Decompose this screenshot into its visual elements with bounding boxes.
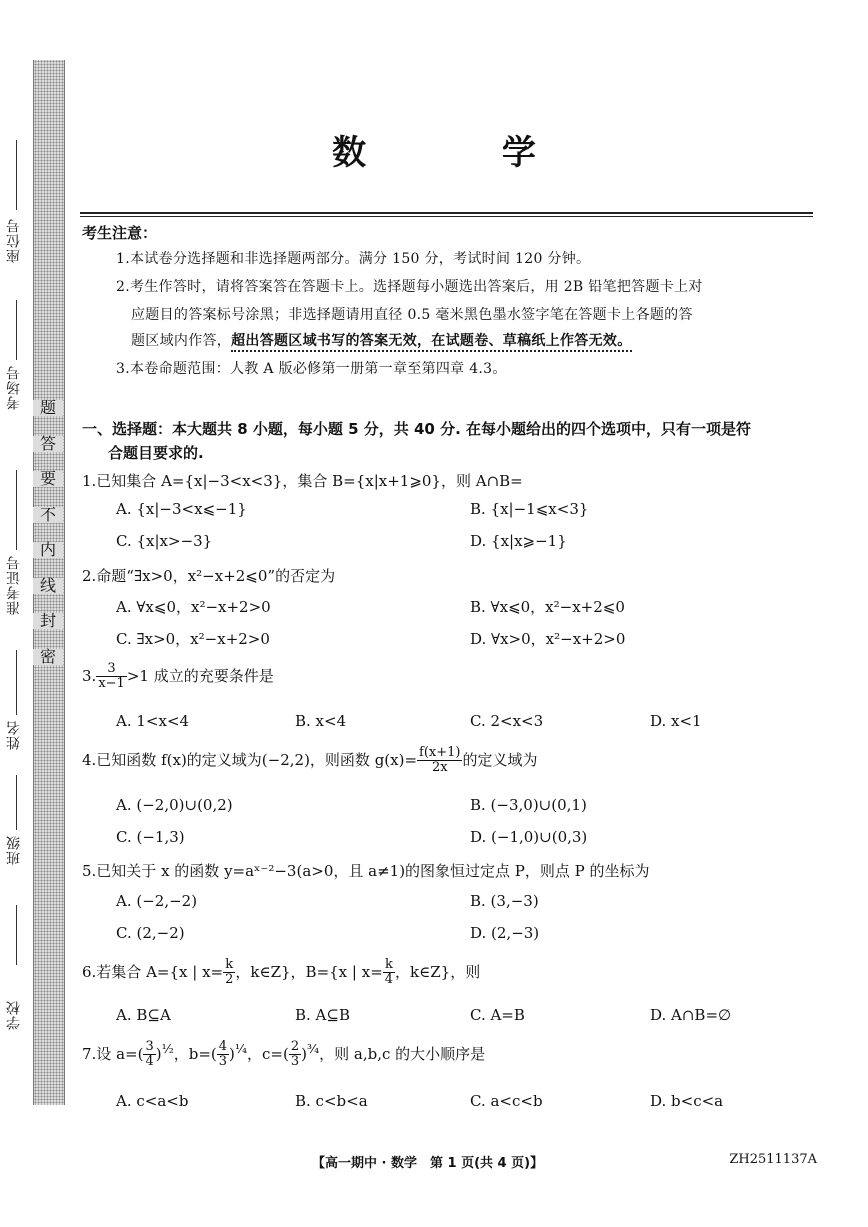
q1-option-b: B. {x|−1⩽x<3} bbox=[470, 500, 589, 518]
notice-emphasis: 超出答题区域书写的答案无效，在试题卷、草稿纸上作答无效。 bbox=[231, 333, 631, 352]
q2-option-c: C. ∃x>0，x²−x+2>0 bbox=[116, 630, 270, 648]
q7-a-exp: ½ bbox=[161, 1040, 174, 1056]
q6-fraction-2 bbox=[383, 958, 395, 988]
section-header-cont: 合题目要求的. bbox=[108, 444, 204, 462]
q3-denominator: x−1 bbox=[98, 676, 125, 692]
paper-code: ZH2511137A bbox=[729, 1152, 817, 1167]
q7-a-den: 4 bbox=[145, 1054, 154, 1070]
class-label: 班级 bbox=[6, 835, 22, 865]
seal-char: 答 bbox=[33, 436, 63, 452]
question-6 bbox=[82, 958, 480, 988]
notice-line-2: 2.考生作答时，请将答案答在答题卡上。选择题每小题选出答案后，用 2B 铅笔把答题卡上对 bbox=[116, 279, 703, 295]
q4-option-a: A. (−2,0)∪(0,2) bbox=[116, 796, 233, 814]
question-2: 2.命题“∃x>0，x²−x+2⩽0”的否定为 bbox=[82, 567, 336, 585]
q7-option-c: C. a<c<b bbox=[470, 1092, 543, 1110]
notice-heading: 考生注意： bbox=[82, 224, 158, 242]
q7-rparen: ) bbox=[229, 1044, 235, 1063]
q4-denominator: 2x bbox=[431, 760, 448, 776]
q7-b-fraction bbox=[217, 1040, 229, 1070]
seal-char: 线 bbox=[33, 578, 63, 594]
q6-f1-num: k bbox=[223, 958, 235, 973]
q4-option-c: C. (−1,3) bbox=[116, 828, 185, 846]
q3-prefix: 3. bbox=[82, 666, 97, 685]
school-label: 学校 bbox=[6, 1000, 22, 1030]
q4-numerator: f(x+1) bbox=[419, 745, 461, 760]
q4-option-d: D. (−1,0)∪(0,3) bbox=[470, 828, 588, 846]
q7-lparen: ( bbox=[137, 1044, 144, 1063]
q6-f1-den: 2 bbox=[225, 972, 234, 988]
q3-option-b: B. x<4 bbox=[295, 712, 347, 730]
q4-suffix: 的定义域为 bbox=[462, 750, 538, 769]
q4-fraction bbox=[417, 746, 462, 776]
q6-option-c: C. A=B bbox=[470, 1006, 525, 1024]
q6-option-d: D. A∩B=∅ bbox=[650, 1006, 732, 1024]
q3-option-c: C. 2<x<3 bbox=[470, 712, 544, 730]
seal-char: 封 bbox=[33, 613, 63, 629]
school-line bbox=[16, 905, 17, 965]
q3-numerator: 3 bbox=[96, 662, 127, 677]
q7-part-2: ，b= bbox=[173, 1044, 211, 1063]
q7-a-num: 3 bbox=[145, 1039, 154, 1054]
q6-fraction-1 bbox=[223, 958, 235, 988]
seal-char: 要 bbox=[33, 471, 63, 487]
q5-option-c: C. (2,−2) bbox=[116, 924, 185, 942]
q7-b-exp: ¼ bbox=[234, 1040, 248, 1056]
name-line bbox=[16, 650, 17, 715]
notice-line-5: 3.本卷命题范围：人教 A 版必修第一册第一章至第四章 4.3。 bbox=[116, 361, 507, 377]
seal-line-text bbox=[33, 400, 63, 684]
q3-option-a: A. 1<x<4 bbox=[116, 712, 190, 730]
section-header: 一、选择题：本大题共 8 小题，每小题 5 分，共 40 分. 在每小题给出的四个选项中，只有一项是符 bbox=[82, 420, 752, 438]
q7-c-fraction bbox=[289, 1040, 301, 1070]
q3-option-d: D. x<1 bbox=[650, 712, 702, 730]
q1-option-c: C. {x|x>−3} bbox=[116, 532, 213, 550]
q6-option-a: A. B⊆A bbox=[116, 1006, 171, 1024]
q7-part-3: ，c= bbox=[247, 1044, 283, 1063]
notice-line-1: 1.本试卷分选择题和非选择题两部分。满分 150 分，考试时间 120 分钟。 bbox=[116, 251, 591, 267]
q3-fraction bbox=[96, 662, 127, 692]
q6-f2-num: k bbox=[383, 958, 395, 973]
q7-a-fraction bbox=[143, 1040, 155, 1070]
exam-room-label: 考场号 bbox=[6, 365, 22, 410]
q7-c-num: 2 bbox=[290, 1039, 300, 1054]
q1-option-d: D. {x|x⩾−1} bbox=[470, 532, 567, 550]
q2-option-d: D. ∀x>0，x²−x+2>0 bbox=[470, 630, 626, 648]
q7-rparen: ) bbox=[155, 1044, 162, 1063]
class-line bbox=[16, 775, 17, 830]
question-3 bbox=[82, 662, 274, 692]
page-title: 数 学 bbox=[332, 133, 598, 173]
q3-suffix: >1 成立的充要条件是 bbox=[126, 666, 274, 685]
q6-f2-den: 4 bbox=[384, 972, 394, 988]
q5-option-b: B. (3,−3) bbox=[470, 892, 539, 910]
q6-option-b: B. A⊆B bbox=[295, 1006, 350, 1024]
room-line bbox=[16, 300, 17, 360]
q7-c-den: 3 bbox=[290, 1054, 300, 1070]
q7-part-4: ，则 a,b,c 的大小顺序是 bbox=[319, 1044, 486, 1063]
question-5: 5.已知关于 x 的函数 y=aˣ⁻²−3(a>0，且 a≠1)的图象恒过定点 P，则点 P 的坐标为 bbox=[82, 862, 650, 880]
name-label: 姓名 bbox=[6, 720, 22, 750]
seal-char: 不 bbox=[33, 507, 63, 523]
notice-line-4 bbox=[131, 330, 632, 350]
page-footer: 【高一期中 · 数学 第 1 页(共 4 页)】 bbox=[312, 1156, 544, 1171]
q7-option-d: D. b<c<a bbox=[650, 1092, 724, 1110]
q4-option-b: B. (−3,0)∪(0,1) bbox=[470, 796, 587, 814]
q7-option-a: A. c<a<b bbox=[116, 1092, 189, 1110]
q1-option-a: A. {x|−3<x⩽−1} bbox=[116, 500, 247, 518]
ticket-number-label: 准考证号 bbox=[6, 555, 22, 615]
notice-line-3: 应题目的答案标号涂黑；非选择题请用直径 0.5 毫米黑色墨水签字笔在答题卡上各题的答 bbox=[131, 307, 693, 323]
seat-number-label: 座位号 bbox=[6, 218, 22, 263]
q5-option-d: D. (2,−3) bbox=[470, 924, 540, 942]
q7-b-num: 4 bbox=[218, 1039, 228, 1054]
q7-rparen: ) bbox=[301, 1044, 307, 1063]
seal-char: 内 bbox=[33, 542, 63, 558]
seal-char: 题 bbox=[33, 400, 63, 416]
q7-b-den: 3 bbox=[218, 1054, 228, 1070]
question-4 bbox=[82, 746, 538, 776]
question-7 bbox=[82, 1040, 485, 1070]
q7-lparen: ( bbox=[283, 1044, 289, 1063]
title-rule-thin bbox=[80, 216, 813, 217]
q7-c-exp: ¾ bbox=[307, 1040, 320, 1056]
q6-part-3: ，k∈Z}，则 bbox=[395, 962, 481, 981]
seal-char: 密 bbox=[33, 649, 63, 665]
q7-option-b: B. c<b<a bbox=[295, 1092, 368, 1110]
ticket-line bbox=[16, 470, 17, 550]
q4-prefix: 4.已知函数 f(x)的定义域为(−2,2)，则函数 g(x)= bbox=[82, 750, 418, 769]
q2-option-b: B. ∀x⩽0，x²−x+2⩽0 bbox=[470, 598, 625, 616]
question-1: 1.已知集合 A={x|−3<x<3}，集合 B={x|x+1⩾0}，则 A∩B= bbox=[82, 472, 523, 490]
q7-part-1: 7.设 a= bbox=[82, 1044, 138, 1063]
q5-option-a: A. (−2,−2) bbox=[116, 892, 198, 910]
q7-lparen: ( bbox=[210, 1044, 217, 1063]
title-rule bbox=[80, 212, 813, 214]
q6-part-2: ，k∈Z}，B={x | x= bbox=[235, 962, 383, 981]
notice-line-4-start: 题区域内作答， bbox=[131, 333, 232, 349]
q2-option-a: A. ∀x⩽0，x²−x+2>0 bbox=[116, 598, 271, 616]
q6-part-1: 6.若集合 A={x | x= bbox=[82, 962, 224, 981]
